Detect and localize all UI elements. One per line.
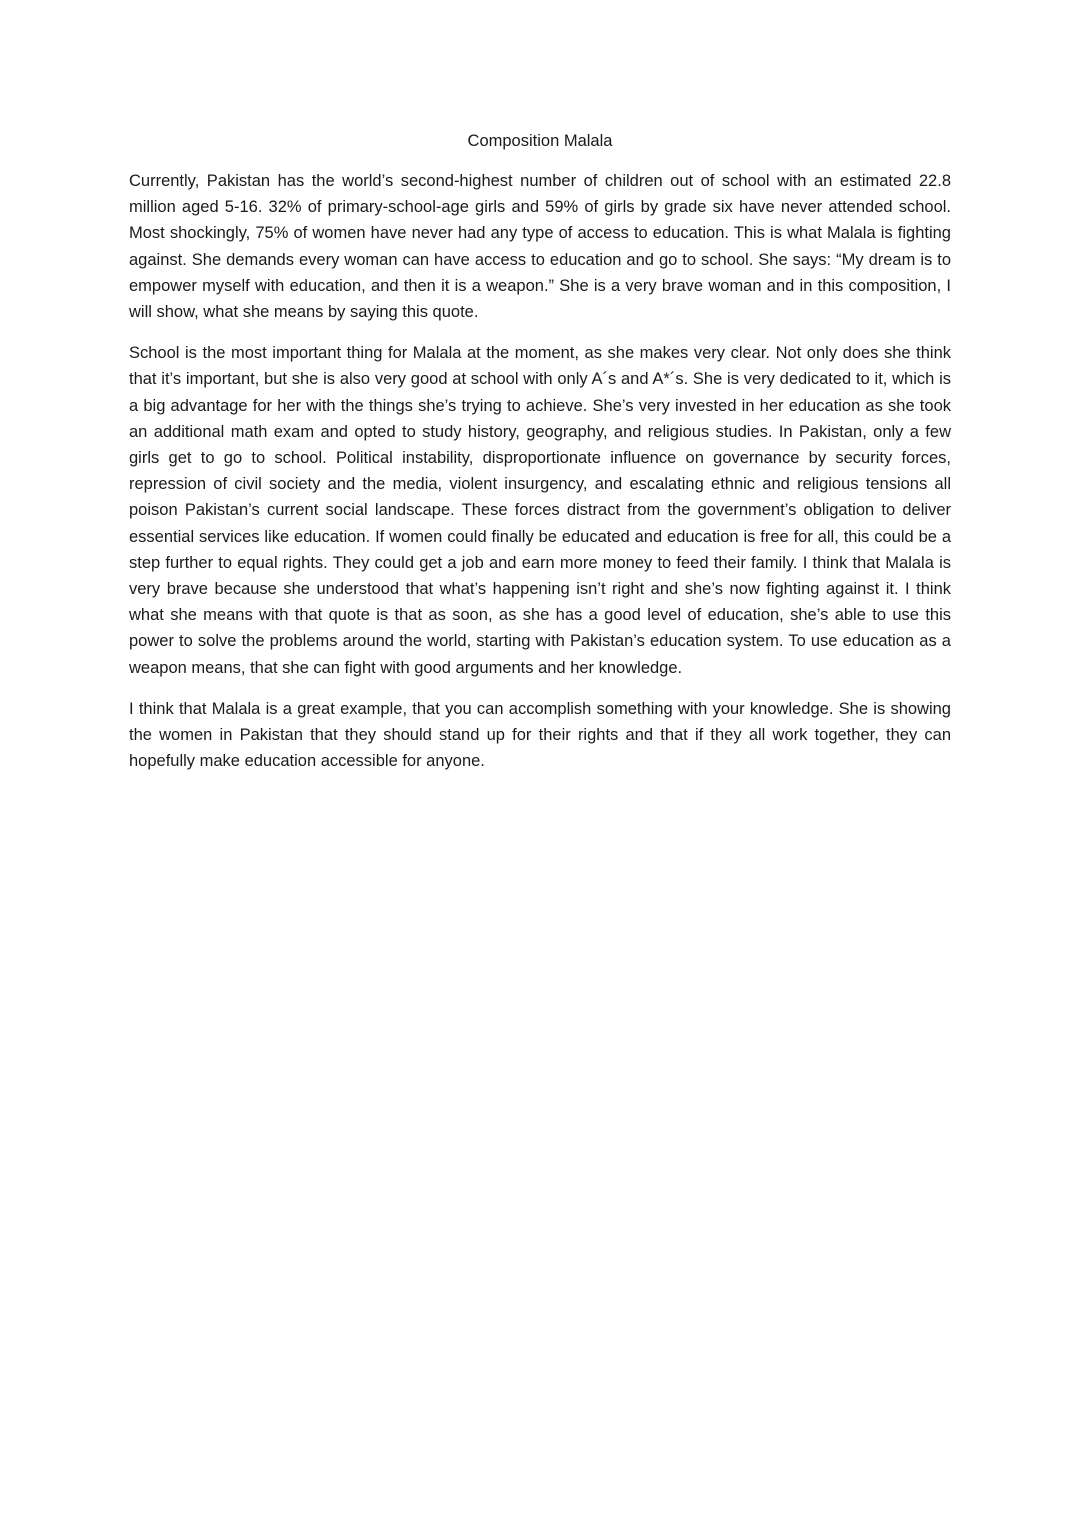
paragraph-main: School is the most important thing for Malala at the moment, as she makes very clear. Not only does she think that it’s important, but she is also very good at school with only A´s and A*´s. She is very dedicated to it, which is a big advantage for her with the things she’s trying to achieve. She’s very invested in her education as she took an additional math exam and opted to study history, geography, and religious studies. In Pakistan, only a few girls get to go to school. Political instability, disproportionate influence on governance by security forces, repression of civil society and the media, violent insurgency, and escalating ethnic and religious tensions all poison Pakistan’s current social landscape. These forces distract from the government’s obligation to deliver essential services like education. If women could finally be educated and education is free for all, this could be a step further to equal rights. They could get a job and earn more money to feed their family. I think that Malala is very brave because she understood that what’s happening isn’t right and she’s now fighting against it. I think what she means with that quote is that as soon, as she has a good level of education, she’s able to use this power to solve the problems around the world, starting with Pakistan’s education system. To use education as a weapon means, that she can fight with good arguments and her knowledge.: [129, 344, 951, 677]
document-title: Composition Malala: [467, 132, 613, 150]
document-body: [129, 128, 951, 789]
paragraph-conclusion: I think that Malala is a great example, that you can accomplish something with your knowledge. She is showing the women in Pakistan that they should stand up for their rights and that if they all work together, they can hopefully make education accessible for anyone.: [129, 699, 951, 771]
paragraph-intro: Currently, Pakistan has the world’s second-highest number of children out of school with an estimated 22.8 million aged 5-16. 32% of primary-school-age girls and 59% of girls by grade six have never attended school. Most shockingly, 75% of women have never had any type of access to education. This is what Malala is fighting against. She demands every woman can have access to education and go to school. She says: “My dream is to empower myself with education, and then it is a weapon.” She is a very brave woman and in this composition, I will show, what she means by saying this quote.: [129, 172, 951, 322]
